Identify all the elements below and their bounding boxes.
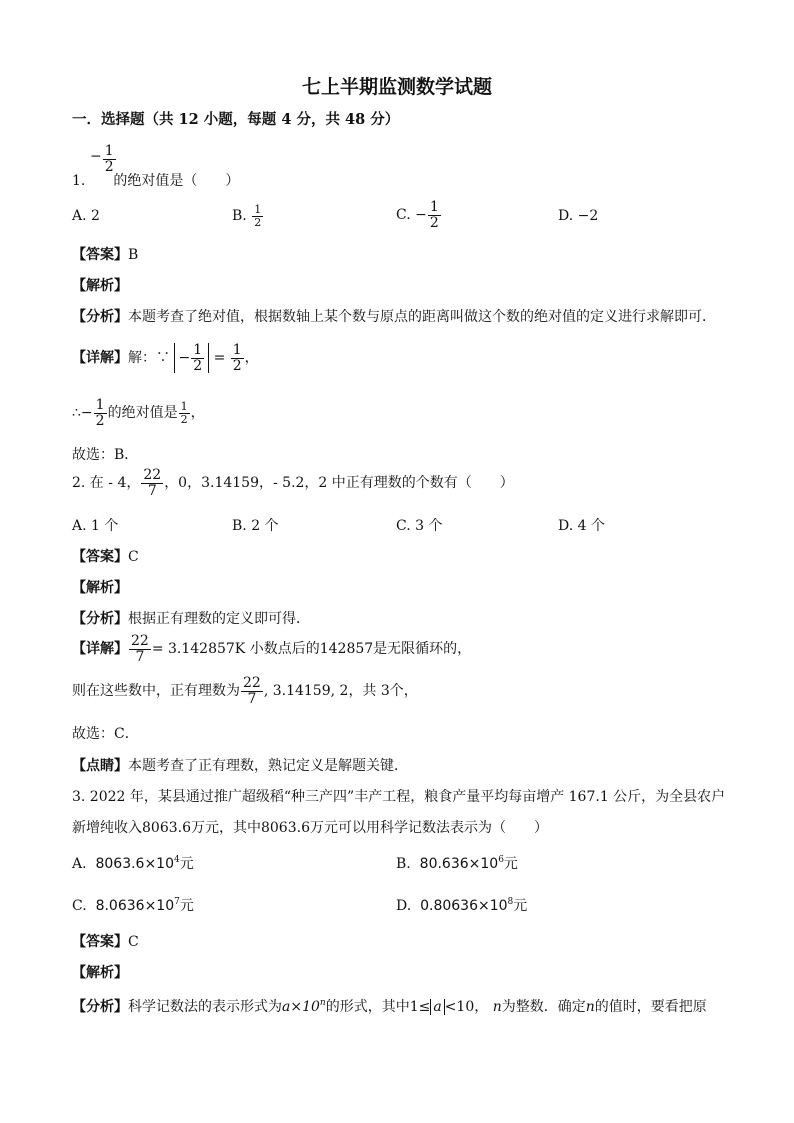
q3-option-d: D. $0.80636\times 10^8$元 [396,897,528,914]
q2-dianjing: 【点睛】本题考查了正有理数，熟记定义是解题关键． [72,758,408,774]
q3-option-b: B. $80.636\times 10^6$元 [396,855,518,872]
q1-option-c: C. − $\frac{1}{2}$ [396,199,439,231]
q1-detail: 【详解】解：∵ − $\frac{1}{2}$ = $\frac{1}{2}$ ， [72,342,259,374]
q3-stem-line2: 新增纯收入8063.6万元，其中8063.6万元可以用科学记数法表示为（ ） [72,820,548,836]
q3-answer: 【答案】C [72,934,139,950]
q2-fenxi: 【分析】根据正有理数的定义即可得． [72,611,310,627]
q1-analysis-tag: 【解析】 [72,278,128,294]
q3-option-a: A. $8063.6\times 10^4$元 [72,855,194,872]
q2-option-b: B. 2 个 [232,518,279,534]
q1-option-b: B. $\frac{1}{2}$ [232,203,262,229]
q2-option-c: C. 3 个 [396,518,443,534]
q1-option-a: A. 2 [72,208,100,224]
q2-option-a: A. 1 个 [72,518,119,534]
section-heading: 一．选择题（共 12 小题，每题 4 分，共 48 分） [72,111,400,128]
q3-stem-line1: 3. 2022 年，某县通过推广超级稻“种三产四”丰产工程，粮食产量平均每亩增产 167.1 公斤，为全县农户 [72,789,726,805]
q2-option-d: D. 4 个 [558,518,605,534]
q2-stem: 2. 在 - 4， $\frac{22}{7}$ ，0，3.14159，- 5.2，2 中正有理数的个数有（ ） [72,467,514,499]
q2-analysis-tag: 【解析】 [72,580,128,596]
q1-answer: 【答案】B [72,247,139,263]
q1-stem-fraction: − $\frac{1}{2}$ [90,143,114,175]
q3-analysis-tag: 【解析】 [72,965,128,981]
q2-choose: 故选：C． [72,726,139,742]
q2-detail-line2: 则在这些数中，正有理数为 $\frac{22}{7}$ , 3.14159, 2，共 3个， [72,675,418,707]
q1-therefore: ∴− $\frac{1}{2}$ 的绝对值是 $\frac{1}{2}$ ， [72,397,205,429]
q1-stem: 1. 的绝对值是（ ） [72,173,240,189]
q1-fenxi: 【分析】本题考查了绝对值，根据数轴上某个数与原点的距离叫做这个数的绝对值的定义进行求解即可． [72,309,716,325]
page-title: 七上半期监测数学试题 [301,76,492,98]
q3-option-c: C. $8.0636\times 10^7$元 [72,897,194,914]
q1-option-d: D. −2 [558,208,599,224]
q1-choose: 故选：B． [72,447,139,463]
q3-fenxi: 【分析】科学记数法的表示形式为$a\times 10^n$的形式，其中1≤ a <10， n为整数．确定n的值时，要看把原 [72,998,707,1015]
q2-answer: 【答案】C [72,549,139,565]
q2-detail: 【详解】 $\frac{22}{7}$ = 3.142857K 小数点后的142857是无限循环的， [72,633,472,665]
